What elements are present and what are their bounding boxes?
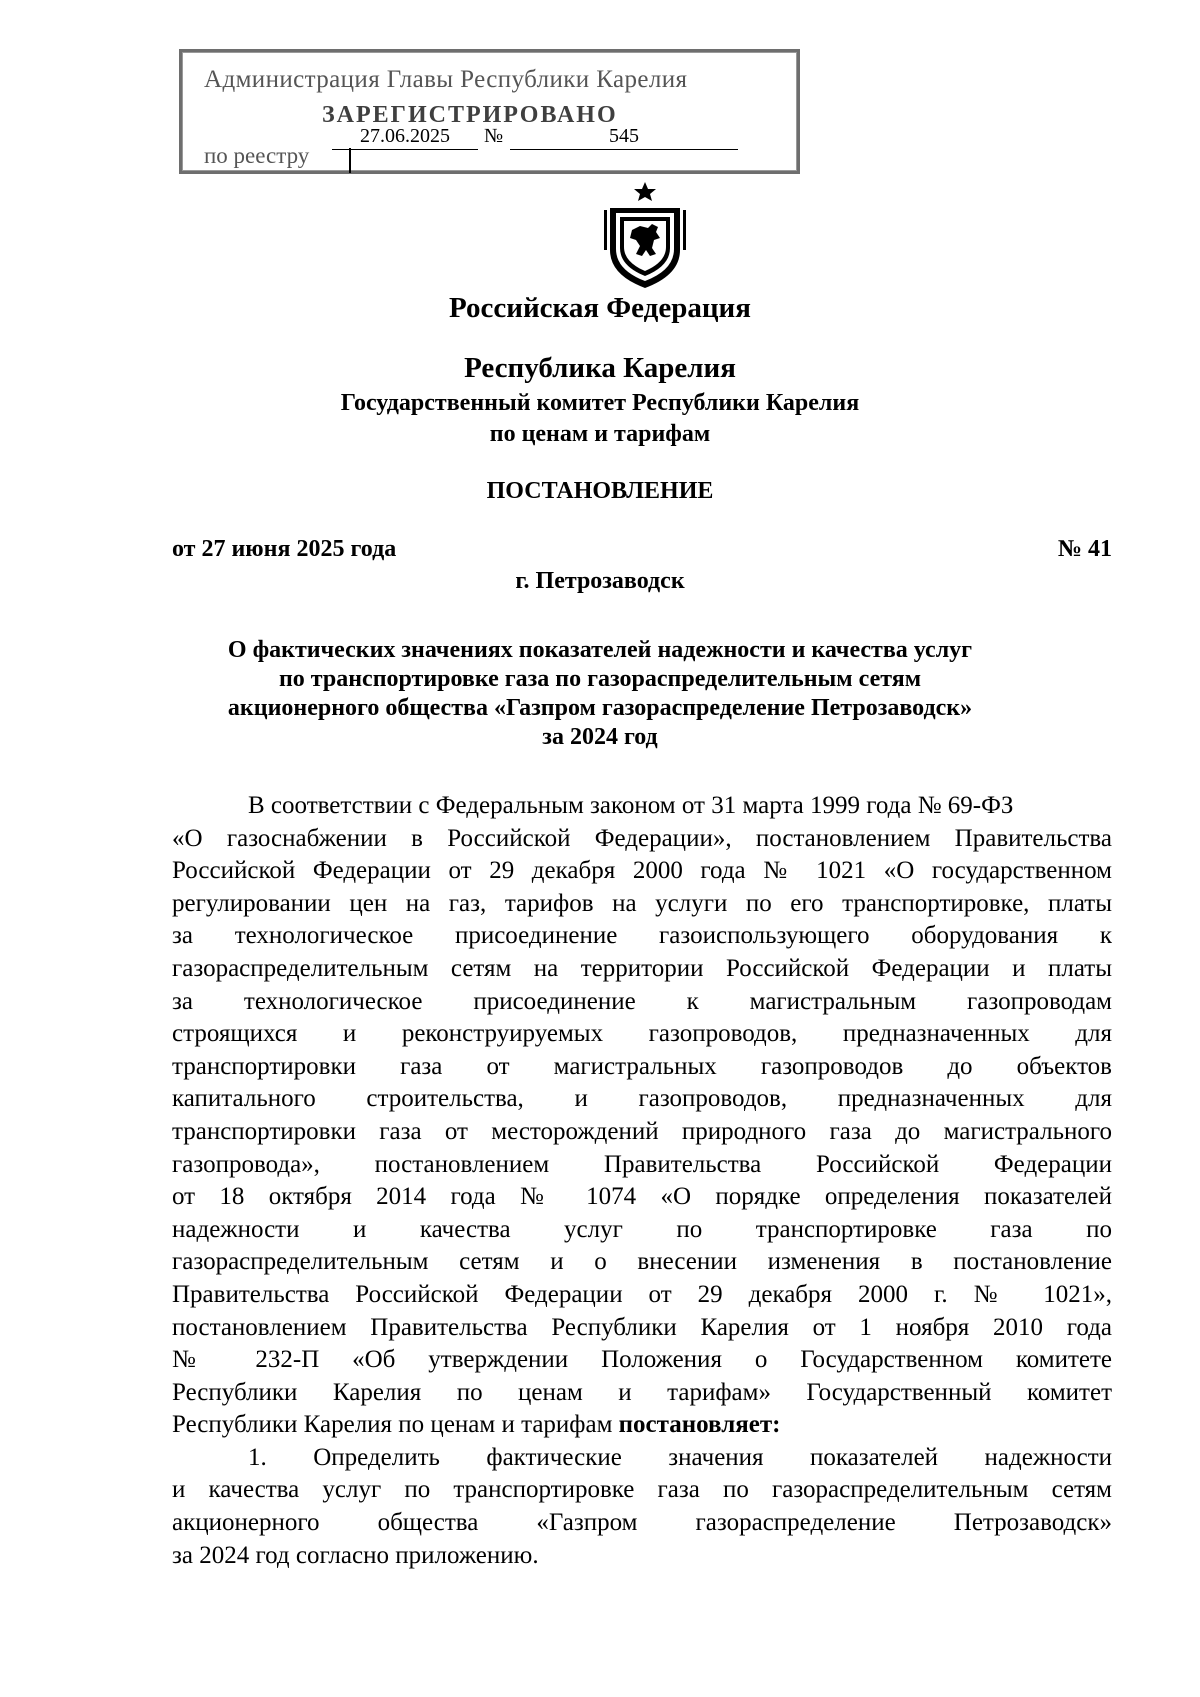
body-line: В соответствии с Федеральным законом от 31 марта 1999 года № 69-ФЗ xyxy=(248,792,1014,819)
karelia-coat-of-arms-icon xyxy=(600,180,690,290)
stamp-registry-label: по реестру xyxy=(204,143,310,168)
stamp-admin-text: Администрация Главы Республики Карелия xyxy=(204,66,688,93)
body-line: Республики Карелия по ценам и тарифам» Государственный комитет xyxy=(172,1378,1112,1406)
item-line: и качества услуг по транспортировке газа по газораспределительным сетям xyxy=(172,1476,1112,1504)
document-number: № 41 xyxy=(1057,536,1112,562)
body-line: постановлением Правительства Республики Карелия от 1 ноября 2010 года xyxy=(172,1313,1112,1341)
item-line: акционерного общества «Газпром газораспределение Петрозаводск» xyxy=(172,1509,1112,1537)
body-line: регулировании цен на газ, тарифов на услуги по его транспортировке, платы xyxy=(172,889,1112,917)
body-line: от 18 октября 2014 года № 1074 «О порядке определения показателей xyxy=(172,1183,1112,1211)
body-line: № 232-П «Об утверждении Положения о Государственном комитете xyxy=(172,1346,1112,1374)
committee-heading-line1: Государственный комитет Республики Карелия xyxy=(340,390,860,416)
body-line: надежности и качества услуг по транспортировке газа по xyxy=(172,1215,1112,1243)
document-date: от 27 июня 2025 года xyxy=(172,536,397,562)
document-body xyxy=(172,790,1112,1572)
title-line: за 2024 год xyxy=(542,724,658,750)
stamp-number-field[interactable]: 545 xyxy=(510,123,738,150)
title-line: акционерного общества «Газпром газораспределение Петрозаводск» xyxy=(227,695,973,721)
stamp-date-field[interactable]: 27.06.2025 xyxy=(332,123,478,150)
body-line: за технологическое присоединение к магистральным газопроводам xyxy=(172,987,1112,1015)
title-line: по транспортировке газа по газораспределительным сетям xyxy=(278,666,922,692)
item-line: 1. Определить фактические значения показателей надежности xyxy=(248,1443,1112,1471)
body-line: транспортировки газа от месторождений природного газа до магистрального xyxy=(172,1117,1112,1145)
title-line: О фактических значениях показателей надежности и качества услуг xyxy=(227,637,973,663)
registration-stamp xyxy=(179,49,800,174)
body-line: Российской Федерации от 29 декабря 2000 года № 1021 «О государственном xyxy=(172,857,1112,885)
committee-heading-line2: по ценам и тарифам xyxy=(489,421,711,447)
date-number-row xyxy=(172,536,1112,566)
document-title xyxy=(0,636,1200,752)
body-line: «О газоснабжении в Российской Федерации», постановлением Правительства xyxy=(172,824,1112,852)
city-name: г. Петрозаводск xyxy=(515,568,685,594)
body-line: газораспределительным сетям и о внесении изменения в постановление xyxy=(172,1248,1112,1276)
body-line: за технологическое присоединение газоиспользующего оборудования к xyxy=(172,922,1112,950)
resolution-word: постановляет: xyxy=(618,1411,781,1439)
item-line: за 2024 год согласно приложению. xyxy=(172,1541,539,1569)
country-heading: Российская Федерация xyxy=(449,292,751,324)
body-line: Правительства Российской Федерации от 29 декабря 2000 г. № 1021», xyxy=(172,1280,1112,1308)
body-line: газопровода», постановлением Правительства Российской Федерации xyxy=(172,1150,1112,1178)
body-line: транспортировки газа от магистральных газопроводов до объектов xyxy=(172,1052,1112,1080)
body-line: газораспределительным сетям на территории Российской Федерации и платы xyxy=(172,954,1112,982)
body-line: строящихся и реконструируемых газопроводов, предназначенных для xyxy=(172,1020,1112,1048)
body-line-final xyxy=(172,1409,1112,1442)
stamp-registered-text: ЗАРЕГИСТРИРОВАНО xyxy=(322,102,618,128)
text-cursor xyxy=(349,148,351,173)
document-type: ПОСТАНОВЛЕНИЕ xyxy=(486,478,714,504)
body-line-final-text: Республики Карелия по ценам и тарифам xyxy=(172,1411,613,1439)
stamp-number-sign: № xyxy=(484,125,504,147)
body-line: капитального строительства, и газопроводов, предназначенных для xyxy=(172,1085,1112,1113)
republic-heading: Республика Карелия xyxy=(464,352,736,384)
